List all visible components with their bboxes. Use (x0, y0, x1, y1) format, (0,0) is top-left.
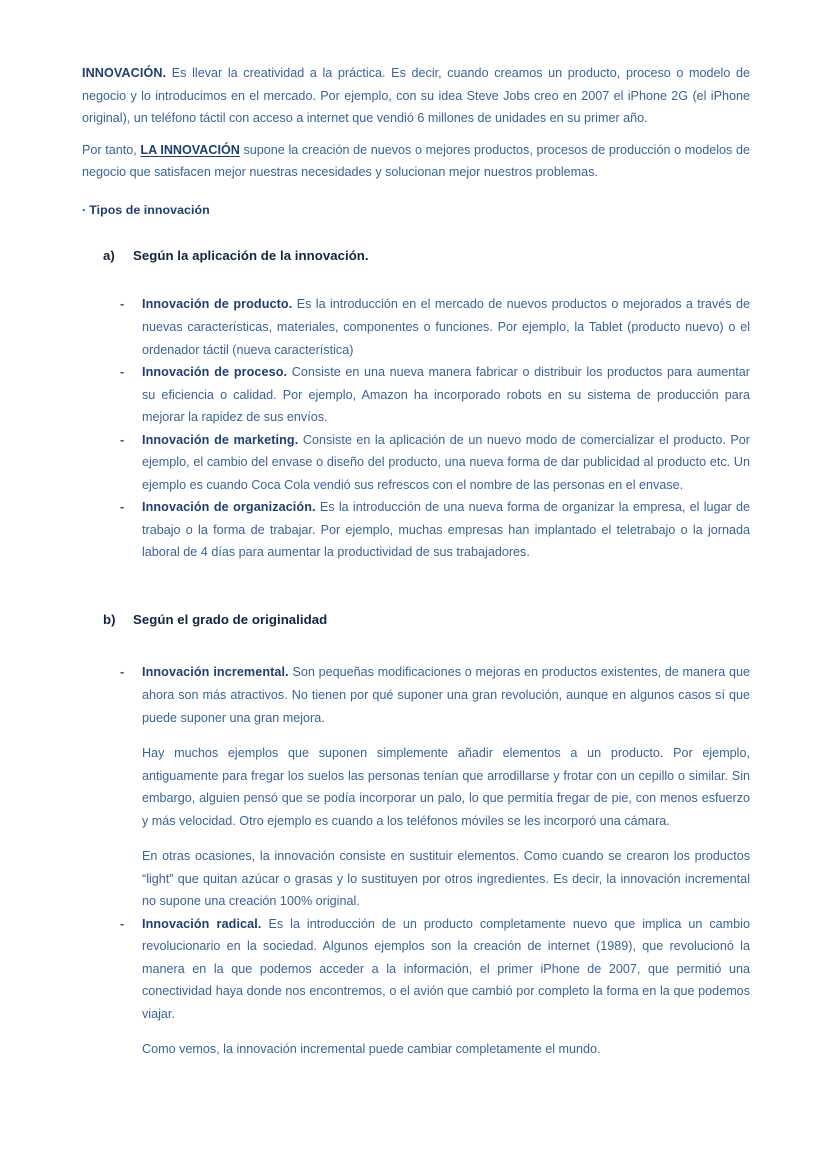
list-item-term: Innovación de proceso. (142, 365, 288, 380)
dash-bullet-icon: - (120, 665, 125, 680)
list-item (82, 661, 750, 912)
list-item-body (142, 661, 750, 912)
dash-bullet-icon: - (120, 500, 125, 515)
list-item-text: Son pequeñas modificaciones o mejoras en productos existentes, de manera que ahora son más atractivos. No tienen por qué suponer una gran revolución, aunque en algunos casos sí que puede suponer una gran mejora. (142, 665, 750, 725)
topic-label: Tipos de innovación (89, 202, 210, 217)
list-item-term: Innovación incremental. (142, 665, 289, 680)
definition-text: supone la creación de nuevos o mejores productos, procesos de producción o modelos de negocio que satisfacen mejor nuestras necesidades y solucionan mejor nuestros problemas. (82, 142, 750, 180)
definition-prefix: Por tanto, (82, 142, 141, 157)
list-item-term: Innovación de marketing. (142, 432, 299, 447)
dash-bullet-icon: - (120, 297, 125, 312)
intro-paragraph (82, 62, 750, 130)
list-item-term: Innovación de producto. (142, 297, 293, 312)
list-item-text: Consiste en una nueva manera fabricar o distribuir los productos para aumentar su eficiencia o calidad. Por ejemplo, Amazon ha incorporado robots en su sistema de producción para mejorar la rapidez de sus envíos. (142, 365, 751, 425)
dash-bullet-icon: - (120, 432, 125, 447)
list-item-body (142, 496, 750, 564)
list-item (82, 913, 750, 1061)
definition-term: LA INNOVACIÓN (140, 142, 240, 157)
list-item-body (142, 913, 750, 1061)
list-item-subparagraph: En otras ocasiones, la innovación consiste en sustituir elementos. Como cuando se crearon los productos “light” que quitan azúcar o grasas y lo sustituyen por otros ingredientes. Es decir, la innovación incremental no supone una creación 100% original. (142, 849, 750, 909)
section-heading-b (82, 608, 750, 632)
list-item-body (142, 361, 750, 429)
intro-text: Es llevar la creatividad a la práctica. Es decir, cuando creamos un producto, proceso o modelo de negocio y lo introducimos en el mercado. Por ejemplo, con su idea Steve Jobs creo en 2007 el iPhone 2G (el iPhone original), un teléfono táctil con acceso a internet que vendió 6 millones de unidades en su primer año. (82, 66, 750, 126)
list-item-text: Es la introducción de una nueva forma de organizar la empresa, el lugar de trabajo o la forma de trabajar. Por ejemplo, muchas empresas han implantado el teletrabajo o la jornada laboral de 4 días para aumentar la productividad de sus trabajadores. (142, 500, 750, 560)
list-item-subparagraph: Hay muchos ejemplos que suponen simplemente añadir elementos a un producto. Por ejemplo, antiguamente para fregar los suelos las personas tenían que arrodillarse y frotar con un cepillo o similar. Sin embargo, alguien pensó que se podía incorporar un palo, lo que permitía fregar de pie, con menos esfuerzo y más velocidad. Otro ejemplo es cuando a los teléfonos móviles se les incorporó una cámara. (142, 746, 750, 828)
list-item-term: Innovación de organización. (142, 500, 316, 515)
intro-term: INNOVACIÓN. (82, 66, 167, 80)
innovation-type-list-a (82, 293, 750, 563)
definition-paragraph (82, 139, 750, 184)
list-item-body (142, 293, 750, 361)
list-item-body (142, 429, 750, 497)
list-item-text: Consiste en la aplicación de un nuevo modo de comercializar el producto. Por ejemplo, el cambio del envase o diseño del producto, una nueva forma de dar publicidad al producto etc. Un ejemplo es cuando Coca Cola vendió sus refrescos con el nombre de las personas en el envase. (142, 432, 750, 492)
topic-bullet-icon: · (82, 202, 87, 217)
list-item (82, 361, 750, 429)
document-body (82, 62, 750, 1061)
section-marker-a: a) (103, 247, 115, 263)
list-item-subparagraph: Como vemos, la innovación incremental puede cambiar completamente el mundo. (142, 1042, 601, 1057)
list-item (82, 429, 750, 497)
list-item-term: Innovación radical. (142, 916, 262, 931)
list-item-text: Es la introducción en el mercado de nuevos productos o mejorados a través de nuevas características, materiales, componentes o funciones. Por ejemplo, la Tablet (producto nuevo) o el ordenador táctil (nueva característica) (142, 297, 751, 357)
list-item (82, 293, 750, 361)
dash-bullet-icon: - (120, 916, 125, 931)
list-item-text: Es la introducción de un producto completamente nuevo que implica un cambio revolucionario en la sociedad. Algunos ejemplos son la creación de internet (1989), que revolucionó la manera en la que podemos acceder a la información, el primer iPhone de 2007, que permitió una conectividad haya donde nos encontremos, o el avión que cambió por completo la forma en la que podemos viajar. (142, 916, 750, 1021)
section-heading-a (82, 244, 750, 268)
dash-bullet-icon: - (120, 365, 125, 380)
list-item (82, 496, 750, 564)
section-title-b: Según el grado de originalidad (133, 611, 328, 627)
section-marker-b: b) (103, 611, 116, 627)
topic-heading (82, 199, 750, 221)
innovation-type-list-b (82, 661, 750, 1061)
section-title-a: Según la aplicación de la innovación. (133, 247, 369, 263)
